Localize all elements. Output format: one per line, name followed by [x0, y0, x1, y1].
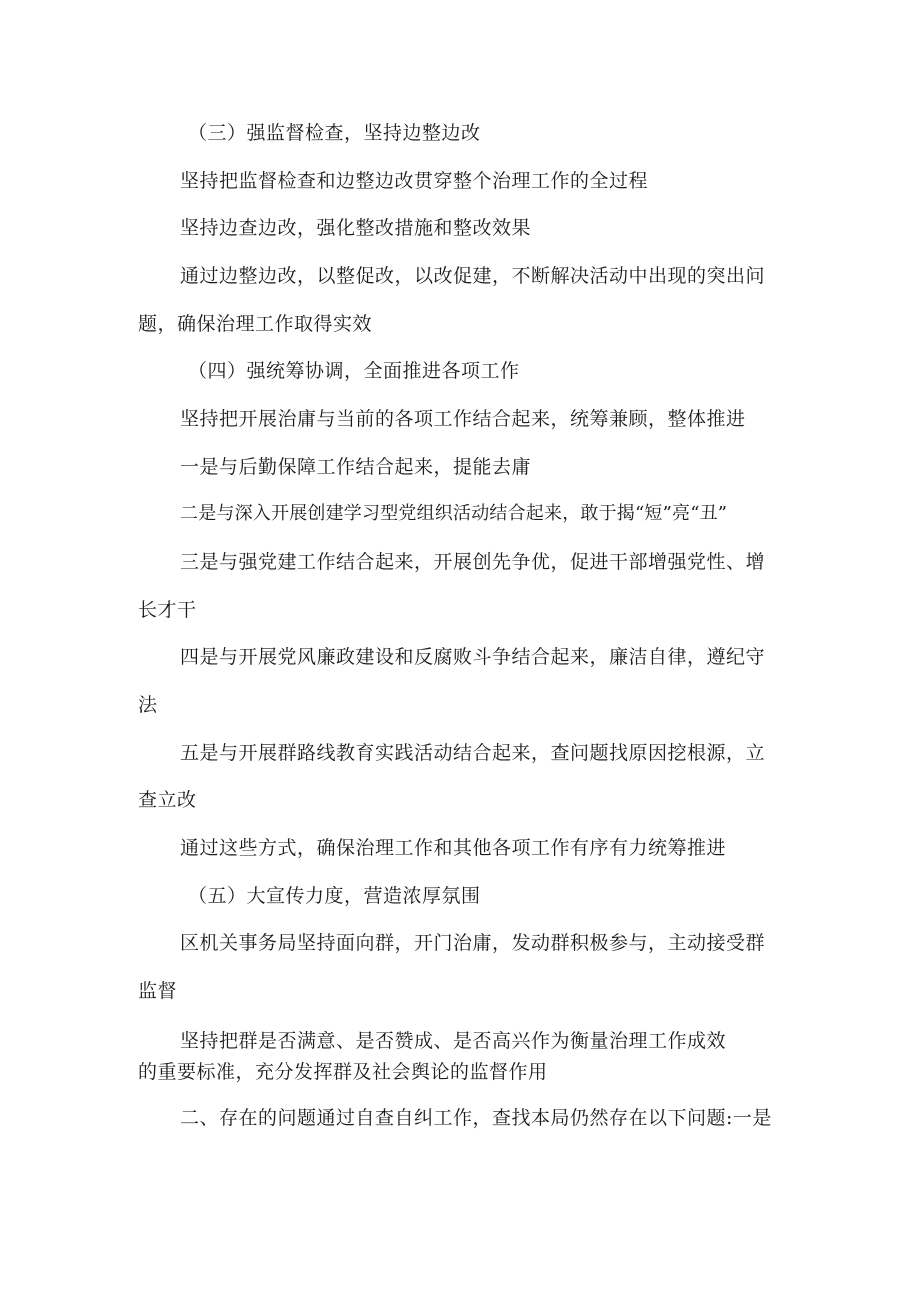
- paragraph-line-continuation: 查立改: [138, 789, 197, 811]
- paragraph-line: 二、存在的问题通过自查自纠工作，查找本局仍然存在以下问题:一是: [180, 1107, 772, 1129]
- paragraph-line: 通过这些方式，确保治理工作和其他各项工作有序有力统筹推进: [180, 837, 727, 859]
- paragraph-line-continuation: 题，确保治理工作取得实效: [138, 313, 373, 335]
- paragraph-line-continuation: 监督: [138, 980, 178, 1002]
- paragraph-line-continuation: 法: [138, 694, 158, 716]
- paragraph-line: 坚持把开展治庸与当前的各项工作结合起来，统筹兼顾，整体推进: [180, 408, 746, 430]
- paragraph-line: 坚持把群是否满意、是否赞成、是否高兴作为衡量治理工作成效: [180, 1030, 727, 1052]
- paragraph-line: 坚持边查边改，强化整改措施和整改效果: [180, 217, 532, 239]
- heading-section-4: （四）强统筹协调，全面推进各项工作: [188, 360, 520, 382]
- paragraph-line: 三是与强党建工作结合起来，开展创先争优，促进干部增强党性、增: [180, 551, 766, 573]
- heading-section-3: （三）强监督检查，坚持边整边改: [188, 122, 481, 144]
- heading-section-5: （五）大宣传力度，营造浓厚氛围: [188, 885, 481, 907]
- paragraph-line: 通过边整边改，以整促改，以改促建，不断解决活动中出现的突出问: [180, 265, 766, 287]
- paragraph-line: 五是与开展群路线教育实践活动结合起来，查问题找原因挖根源，立: [180, 742, 766, 764]
- paragraph-line: 一是与后勤保障工作结合起来，提能去庸: [180, 456, 532, 478]
- paragraph-line: 坚持把监督检查和边整边改贯穿整个治理工作的全过程: [180, 170, 649, 192]
- paragraph-line: 二是与深入开展创建学习型党组织活动结合起来，敢于揭“短”亮“丑”: [180, 503, 728, 524]
- paragraph-line: 区机关事务局坚持面向群，开门治庸，发动群积极参与，主动接受群: [180, 932, 766, 954]
- paragraph-line-continuation: 长才干: [138, 599, 197, 621]
- paragraph-line-continuation: 的重要标准，充分发挥群及社会舆论的监督作用: [138, 1061, 548, 1083]
- paragraph-line: 四是与开展党风廉政建设和反腐败斗争结合起来，廉洁自律，遵纪守: [180, 646, 766, 668]
